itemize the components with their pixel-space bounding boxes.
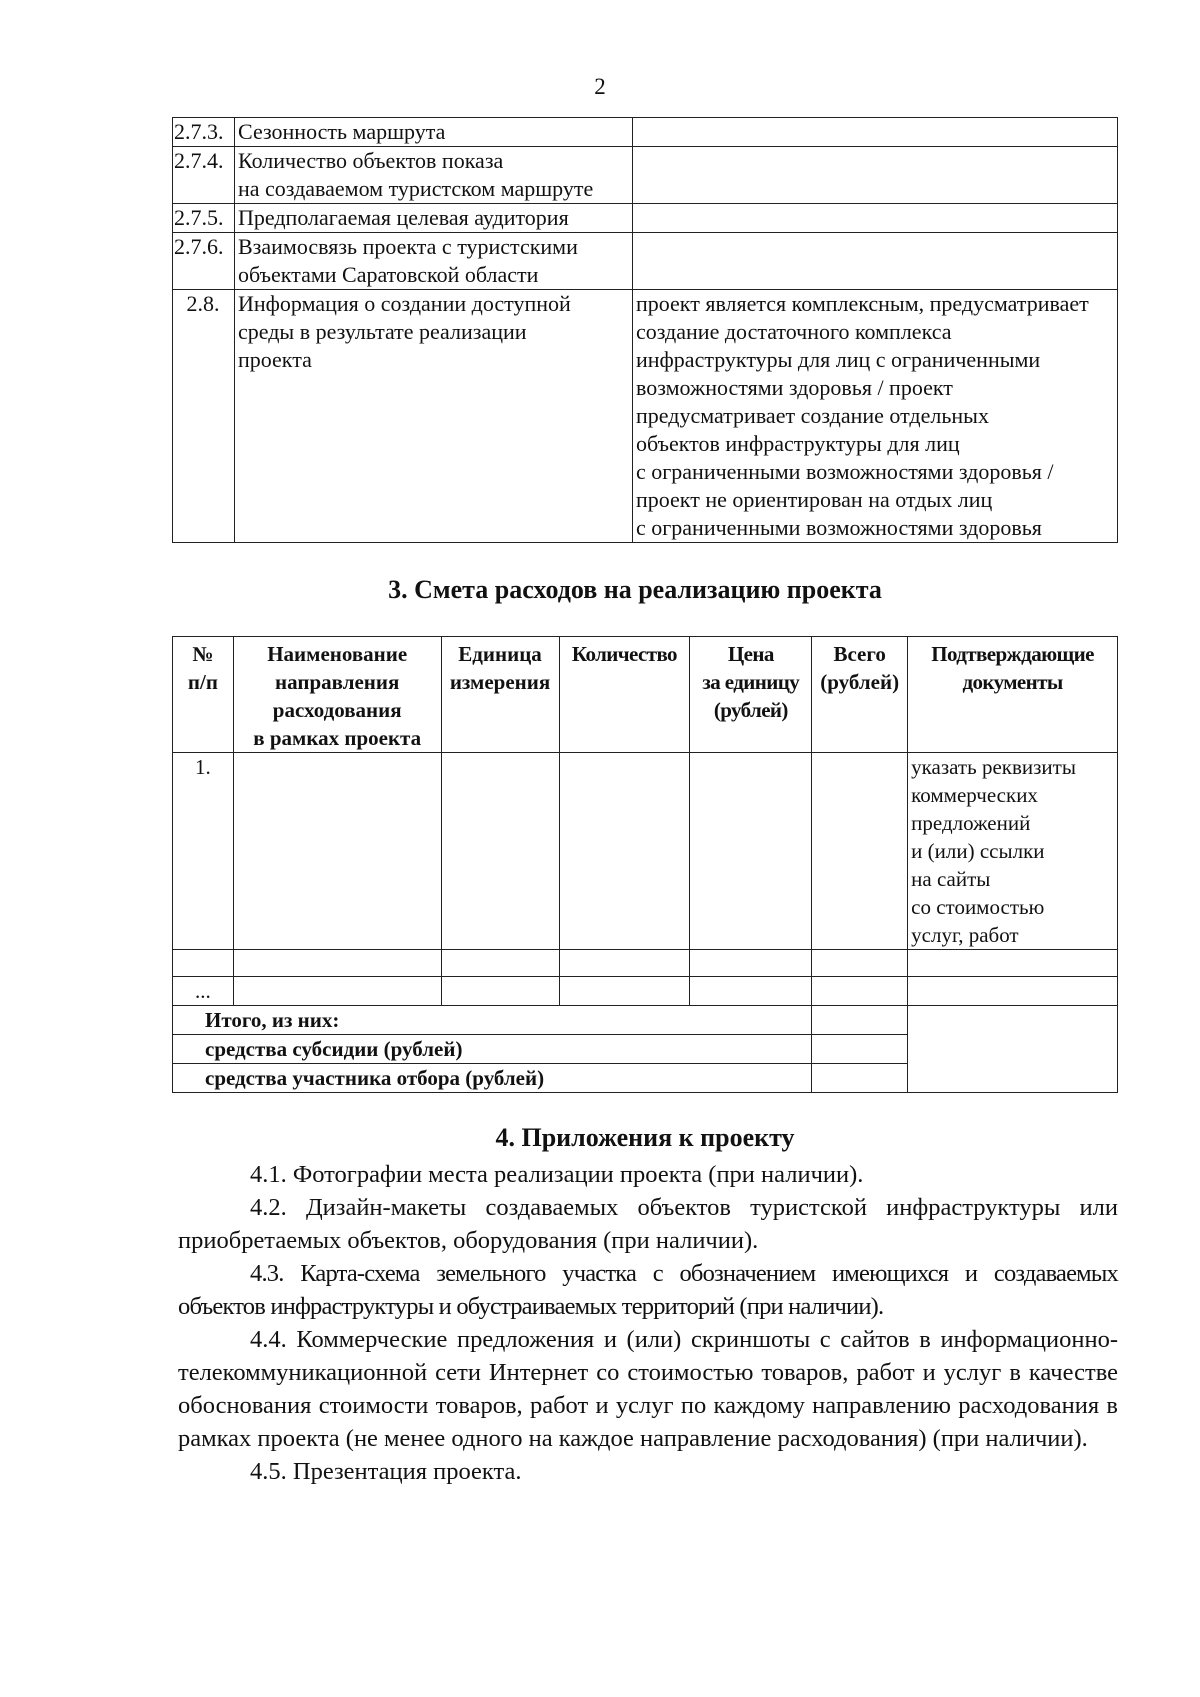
appendix-list [178,1158,1118,1488]
total-row [173,1006,1118,1035]
project-info-table [172,117,1118,543]
row-label: Сезонность маршрута [235,118,633,147]
row-value [633,118,1118,147]
table-cell [690,753,812,950]
table-row [173,233,1118,290]
column-header: Количество [559,637,690,753]
column-header: Единица измерения [441,637,559,753]
table-cell [908,950,1118,977]
appendix-item: 4.5. Презентация проекта. [250,1458,522,1485]
table-header-row [173,637,1118,753]
table-cell [908,977,1118,1006]
row-number: 2.8. [173,290,235,543]
row-value [633,147,1118,204]
row-value [633,204,1118,233]
row-number: 2.7.4. [173,147,235,204]
ellipsis-cell: ... [173,977,234,1006]
column-header: Цена за единицу (рублей) [690,637,812,753]
section-4-title: 4. Приложения к проекту [495,1123,795,1152]
row-value [633,233,1118,290]
table-cell [173,950,234,977]
appendix-item: 4.3. Карта-схема земельного участка с обозначением имеющихся и создаваемых объектов инфраструктуры и обустраиваемых территорий (при наличии). [178,1260,1118,1320]
expense-estimate-table [172,636,1118,1093]
table-cell [908,1006,1118,1093]
page-number: 2 [594,74,606,99]
documents-cell: указать реквизиты коммерческих предложений и (или) ссылки на сайты со стоимостью услуг, работ [908,753,1118,950]
participant-label: средства участника отбора (рублей) [173,1064,812,1093]
table-cell [812,753,908,950]
column-header: Подтверждающие документы [908,637,1118,753]
subsidy-label: средства субсидии (рублей) [173,1035,812,1064]
row-label: Количество объектов показа на создаваемом туристском маршруте [235,147,633,204]
table-cell [559,753,690,950]
row-number: 2.7.6. [173,233,235,290]
row-number: 2.7.5. [173,204,235,233]
table-cell [812,1064,908,1093]
table-row [173,950,1118,977]
table-cell [812,977,908,1006]
table-cell [812,1006,908,1035]
table-cell [690,977,812,1006]
table-cell [233,977,441,1006]
appendix-item: 4.2. Дизайн-макеты создаваемых объектов туристской инфраструктуры или приобретаемых объектов, оборудования (при наличии). [178,1194,1118,1254]
table-cell [441,977,559,1006]
table-row [173,204,1118,233]
row-number: 1. [173,753,234,950]
table-cell [233,753,441,950]
row-number: 2.7.3. [173,118,235,147]
table-cell [559,977,690,1006]
appendix-item: 4.1. Фотографии места реализации проекта (при наличии). [250,1161,864,1188]
table-cell [812,950,908,977]
row-value: проект является комплексным, предусматривает создание достаточного комплекса инфраструктуры для лиц с ограниченными возможностями здоровья / проект предусматривает создание отдельных объектов инфраструктуры для лиц с ограниченными возможностями здоровья / проект не ориентирован на отдых лиц с ограниченными возможностями здоровья [633,290,1118,543]
table-row [173,977,1118,1006]
column-header: № п/п [173,637,234,753]
row-label: Взаимосвязь проекта с туристскими объектами Саратовской области [235,233,633,290]
table-row [173,290,1118,543]
table-row [173,147,1118,204]
column-header: Наименование направления расходования в рамках проекта [233,637,441,753]
row-label: Информация о создании доступной среды в результате реализации проекта [235,290,633,543]
table-cell [690,950,812,977]
table-cell [233,950,441,977]
table-cell [441,753,559,950]
table-cell [812,1035,908,1064]
table-cell [441,950,559,977]
table-cell [559,950,690,977]
appendix-item: 4.4. Коммерческие предложения и (или) скриншоты с сайтов в информационно-телекоммуникационной сети Интернет со стоимостью товаров, работ и услуг в качестве обоснования стоимости товаров, работ и услуг по каждому направлению расходования в рамках проекта (не менее одного на каждое направление расходования) (при наличии). [178,1326,1118,1452]
section-3-title: 3. Смета расходов на реализацию проекта [388,575,882,604]
table-row [173,118,1118,147]
column-header: Всего (рублей) [812,637,908,753]
row-label: Предполагаемая целевая аудитория [235,204,633,233]
table-row [173,753,1118,950]
total-label: Итого, из них: [173,1006,812,1035]
